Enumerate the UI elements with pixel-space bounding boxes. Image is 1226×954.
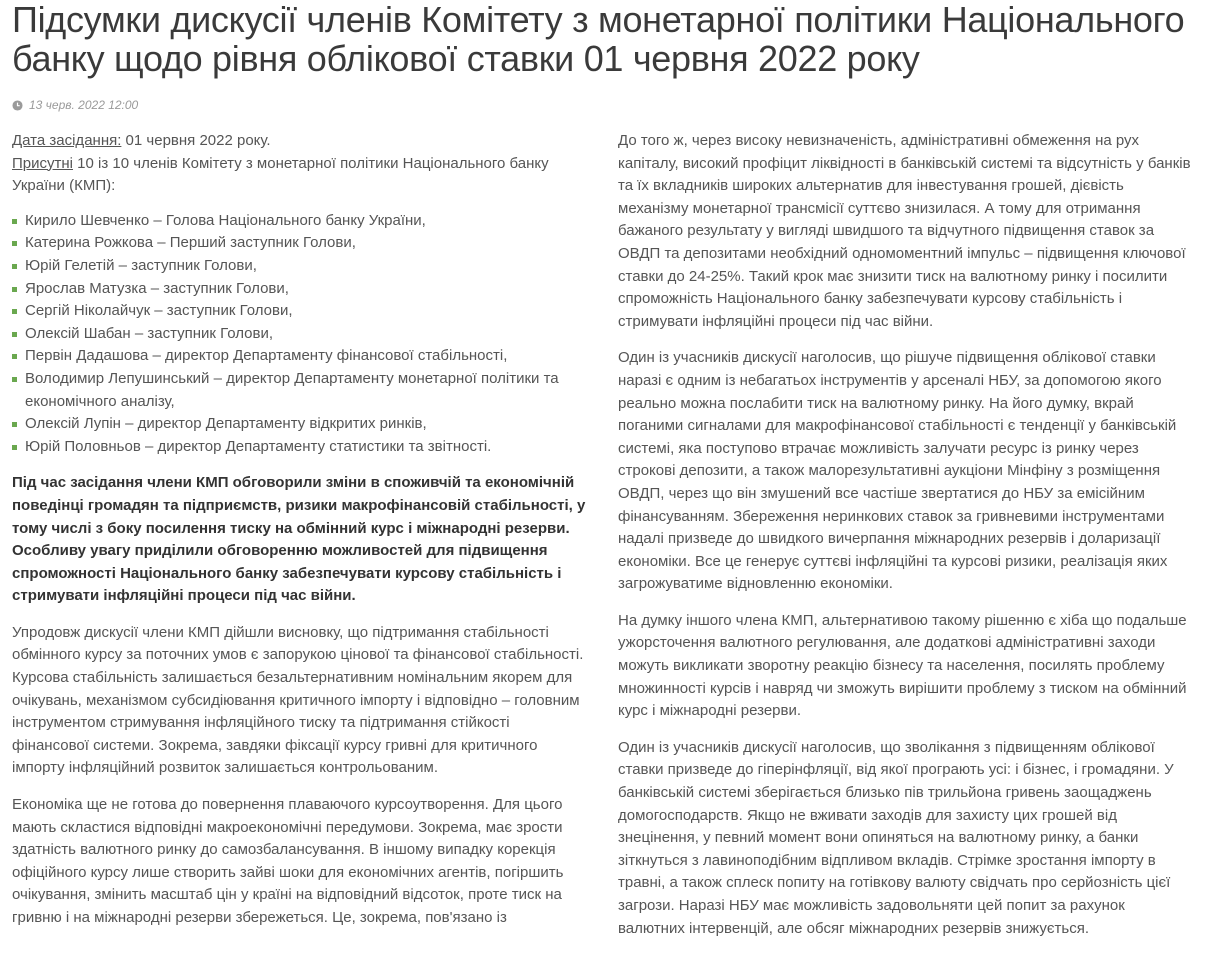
body-paragraph: Один із учасників дискусії наголосив, що рішуче підвищення облікової ставки наразі є одним із небагатьох інструментів у арсеналі НБУ, за допомогою якого реально можна послабити тиск на валютному ринку. На його думку, вкрай поганими сигналами для макрофінансової стабільності є тенденції у банківській системі, яка поступово втрачає можливість залучати ресурс із ринку через строкові депозити, а також малорезультативні аукціони Мінфіну з розміщення ОВДП, через що він змушений все частіше звертатися до НБУ за емісійним фінансуванням. Збереження неринкових ставок за гривневими інструментами надалі призведе до швидкого вичерпання міжнародних резервів і доларизації економіки. Все це генерує суттєві інфляційні та курсові ризики, реалізація яких загрожуватиме відновленню економіки. <box>618 349 1177 593</box>
list-item: Ярослав Матузка – заступник Голови, <box>12 278 590 301</box>
page-title: Підсумки дискусії членів Комітету з монетарної політики Національного банку щодо рівня облікової ставки 01 червня 2022 року <box>12 0 1185 79</box>
list-item: Юрій Гелетій – заступник Голови, <box>12 255 590 278</box>
list-item: Олексій Шабан – заступник Голови, <box>12 323 590 346</box>
meeting-date-value: 01 червня 2022 року. <box>121 132 271 149</box>
body-paragraph: На думку іншого члена КМП, альтернативою такому рішенню є хіба що подальше ужорсточення валютного регулювання, але додаткові адміністративні заходи можуть викликати зворотну реакцію бізнесу та населення, посилять проблему множинності курсів і навряд чи зможуть вирішити проблему з тиском на обмінний курс і міжнародні резерви. <box>618 611 1187 720</box>
list-item: Сергій Ніколайчук – заступник Голови, <box>12 300 590 323</box>
body-paragraph: Один із учасників дискусії наголосив, що зволікання з підвищенням облікової ставки призведе до гіперінфляції, від якої програють усі: і бізнес, і громадяни. У банківській системі зберігається близько пів трильйона гривень заощаджень домогосподарств. Якщо не вживати заходів для захисту цих грошей від знецінення, у певний момент вони опиняться на валютному ринку, а банки зіткнуться з лавиноподібним відпливом вкладів. Стрімке зростання імпорту в травні, а також сплеск попиту на готівкову валюту свідчать про серйозність цієї загрози. Наразі НБУ має можливість задовольняти цей попит за рахунок валютних інтервенцій, але обсяг міжнародних резервів знижується. <box>618 738 1174 937</box>
list-item: Володимир Лепушинський – директор Департаменту монетарної політики та економічного аналізу, <box>12 368 590 413</box>
list-item: Первін Дадашова – директор Департаменту фінансової стабільності, <box>12 345 590 368</box>
publish-date: 13 черв. 2022 12:00 <box>29 98 139 112</box>
body-paragraph: Економіка ще не готова до повернення плаваючого курсоутворення. Для цього мають скластися відповідні макроекономічні передумови. Зокрема, має зрости здатність валютного ринку до самозбалансування. В іншому випадку корекція офіційного курсу лише створить зайві шоки для економічних агентів, погіршить очікування, змінить масштаб цін у країні на відповідний відсоток, проте тиск на гривню і на міжнародні резерви збережеться. Це, зокрема, пов'язано із <box>12 796 564 926</box>
summary-paragraph: Під час засідання члени КМП обговорили зміни в споживчій та економічній поведінці громадян та підприємств, ризики макрофінансовій стабільності, у тому числі з боку посилення тиску на обмінний курс і міжнародні резерви. Особливу увагу приділили обговоренню можливостей для підвищення спроможності Національного банку забезпечувати курсову стабільність і стримувати інфляційні процеси під час війни. <box>12 474 586 605</box>
meeting-date-line <box>12 130 590 153</box>
members-list <box>12 210 590 459</box>
right-column <box>618 130 1193 954</box>
list-item: Олексій Лупін – директор Департаменту відкритих ринків, <box>12 413 590 436</box>
present-label: Присутні <box>12 154 73 172</box>
present-line <box>12 153 590 198</box>
body-paragraph: До того ж, через високу невизначеність, адміністративні обмеження на рух капіталу, високий профіцит ліквідності в банківській системі та відсутність у банків та їх вкладників широких альтернатив для інвестування грошей, дієвість механізму монетарної трансмісії суттєво знизилася. А тому для отримання бажаного результату у вигляді швидшого та відчутного підвищення ставок за ОВДП та депозитами необхідний одномоментний імпульс – підвищення ключової ставки до 24-25%. Такий крок має знизити тиск на валютному ринку і посилити спроможність Національного банку забезпечувати курсову стабільність і стримувати інфляційні процеси під час війни. <box>618 132 1191 330</box>
list-item: Катерина Рожкова – Перший заступник Голови, <box>12 232 590 255</box>
body-paragraph: Упродовж дискусії члени КМП дійшли висновку, що підтримання стабільності обмінного курсу за поточних умов є запорукою цінової та фінансової стабільності. Курсова стабільність залишається безальтернативним номінальним якорем для очікувань, механізмом субсидіювання критичного імпорту і відповідно – головним інструментом стримування інфляційного тиску та підтримання стійкості фінансової системи. Зокрема, завдяки фіксації курсу гривні для критичного імпорту інфляційний розвиток залишається контрольованим. <box>12 623 584 777</box>
present-value: 10 із 10 членів Комітету з монетарної політики Національного банку України (КМП): <box>12 154 549 195</box>
list-item: Юрій Половньов – директор Департаменту статистики та звітності. <box>12 436 590 459</box>
list-item: Кирило Шевченко – Голова Національного банку України, <box>12 210 590 233</box>
left-column <box>12 130 590 944</box>
clock-icon <box>12 100 23 111</box>
publish-meta <box>12 98 138 112</box>
meeting-info <box>12 130 590 198</box>
meeting-date-label: Дата засідання: <box>12 132 122 149</box>
